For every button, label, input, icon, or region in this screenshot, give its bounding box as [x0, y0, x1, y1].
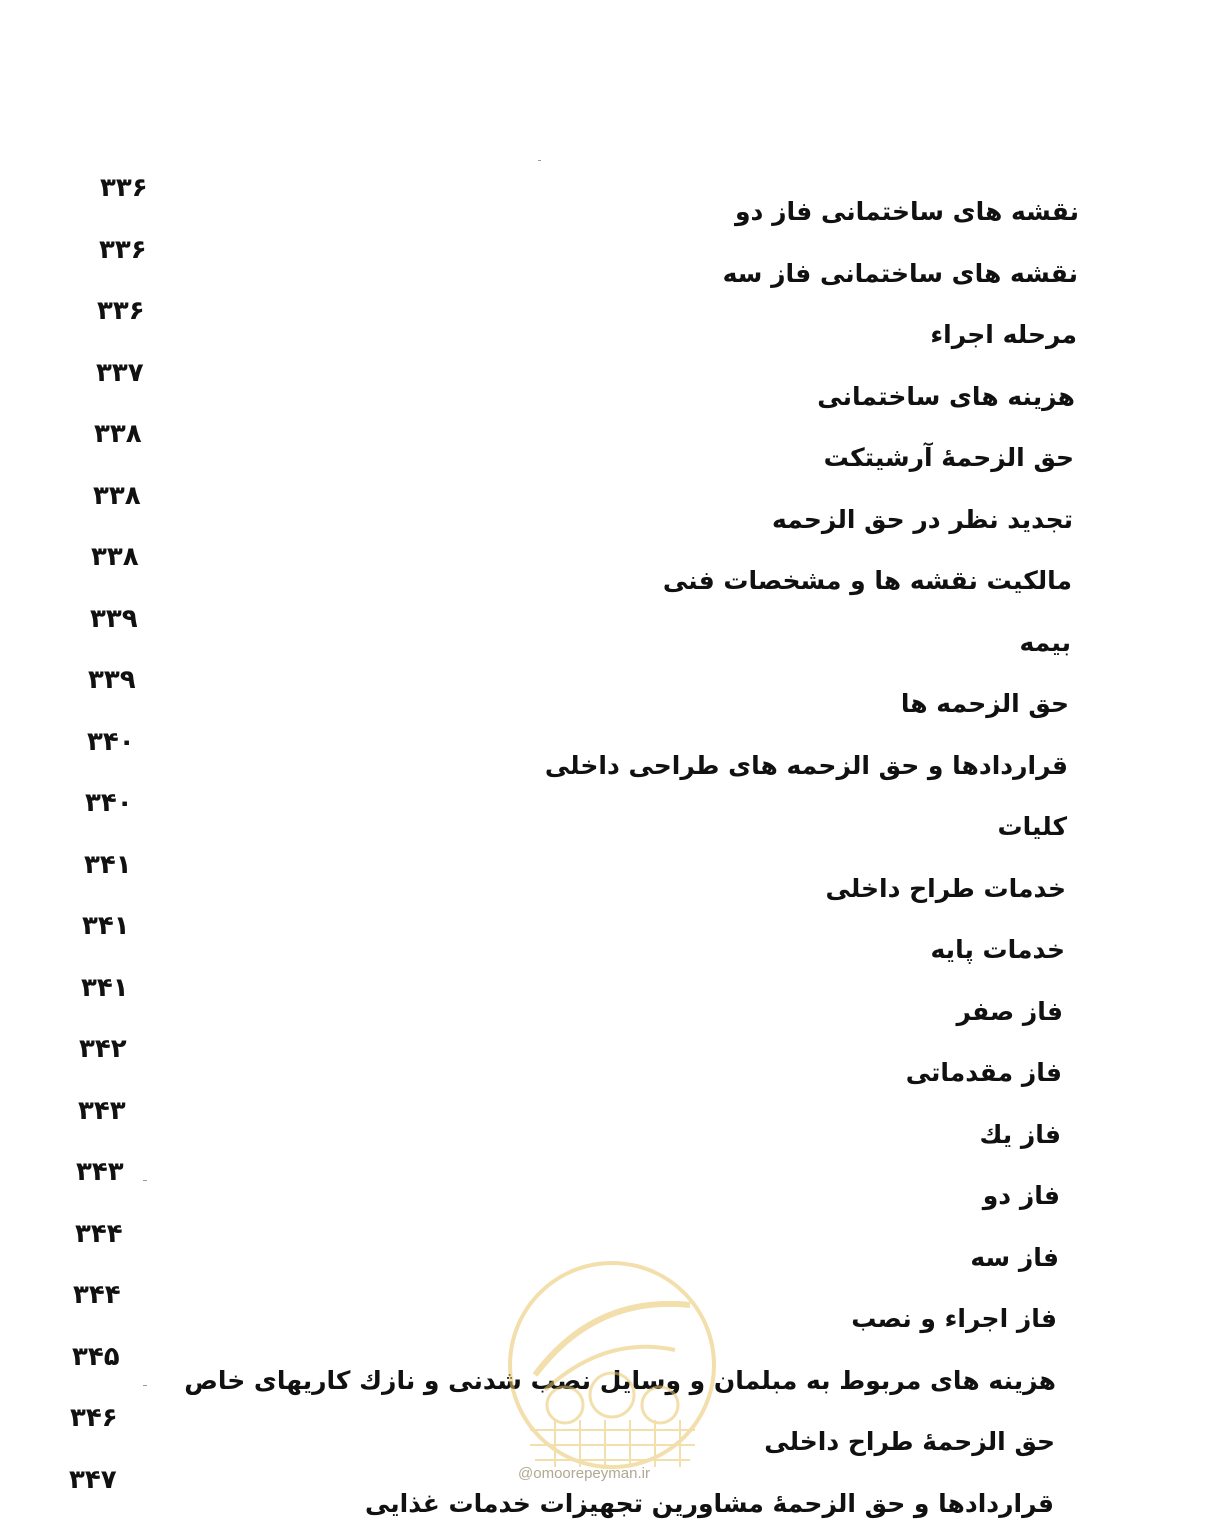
toc-entry-page-number: ۳۴۷ [69, 1465, 117, 1495]
toc-entry [0, 665, 1229, 737]
toc-entry-page-number: ۳۳۹ [88, 665, 136, 695]
toc-entry-title: تجدید نظر در حق الزحمه [771, 505, 1073, 534]
toc-entry-title: بیمه [1019, 628, 1071, 657]
toc-entry-title: قراردادها و حق الزحمه های طراحی داخلی [544, 751, 1068, 780]
toc-entry-page-number: ۳۴۴ [75, 1219, 123, 1249]
toc-entry-title: فاز دو [982, 1181, 1060, 1210]
toc-entry [0, 850, 1229, 922]
toc-entry-page-number: ۳۴۴ [73, 1280, 121, 1310]
toc-entry-page-number: ۳۴۱ [84, 850, 132, 880]
toc-entry-page-number: ۳۴۱ [82, 911, 130, 941]
toc-entry-page-number: ۳۳۸ [93, 481, 141, 511]
toc-entry [0, 235, 1229, 307]
toc-entry-page-number: ۳۳۶ [99, 235, 147, 265]
toc-entry [0, 788, 1229, 860]
toc-entry [0, 358, 1229, 430]
toc-entry-title: کلیات [997, 812, 1067, 841]
toc-entry-page-number: ۳۴۲ [79, 1034, 127, 1064]
toc-entry-page-number: ۳۴۶ [70, 1403, 118, 1433]
toc-entry [0, 727, 1229, 799]
watermark-url: @omoorepeyman.ir [518, 1465, 650, 1482]
toc-entry-title: فاز صفر [956, 997, 1063, 1026]
toc-entry [0, 542, 1229, 614]
toc-entry-title: فاز اجراء و نصب [851, 1304, 1057, 1333]
toc-entry-title: خدمات پایه [930, 935, 1065, 964]
toc-entry [0, 1157, 1229, 1229]
toc-entry-page-number: ۳۴۰ [87, 727, 135, 757]
toc-entry-title: فاز یك [979, 1120, 1061, 1149]
toc-entry-title: قراردادها و حق الزحمهٔ مشاورین تجهیزات خدمات غذایی [365, 1489, 1054, 1518]
scan-speck [538, 160, 541, 161]
toc-entry [0, 604, 1229, 676]
toc-entry-title: حق الزحمهٔ آرشیتکت [823, 443, 1074, 472]
toc-entry [0, 1034, 1229, 1106]
toc-entry [0, 173, 1229, 245]
toc-entry-page-number: ۳۴۵ [72, 1342, 120, 1372]
toc-entry-title: نقشه های ساختمانی فاز دو [735, 197, 1079, 226]
toc-entry-title: حق الزحمه ها [900, 689, 1069, 718]
toc-entry-page-number: ۳۴۰ [85, 788, 133, 818]
toc-entry-title: مرحله اجراء [930, 320, 1077, 349]
toc-entry-page-number: ۳۴۱ [81, 973, 129, 1003]
toc-entry-title: فاز سه [970, 1243, 1059, 1272]
toc-entry-title: حق الزحمهٔ طراح داخلی [764, 1427, 1055, 1456]
toc-entry-page-number: ۳۳۹ [90, 604, 138, 634]
toc-entry-page-number: ۳۳۶ [100, 173, 148, 203]
toc-entry [0, 911, 1229, 983]
toc-entry-page-number: ۳۳۶ [97, 296, 145, 326]
toc-entry-page-number: ۳۴۳ [76, 1157, 124, 1187]
watermark-logo [505, 1255, 720, 1485]
toc-entry [0, 419, 1229, 491]
toc-entry [0, 296, 1229, 368]
toc-entry-title: خدمات طراح داخلی [825, 874, 1066, 903]
toc-entry-page-number: ۳۳۸ [94, 419, 142, 449]
toc-entry [0, 973, 1229, 1045]
toc-entry-title: نقشه های ساختمانی فاز سه [722, 259, 1078, 288]
toc-entry [0, 1096, 1229, 1168]
toc-entry-page-number: ۳۴۳ [78, 1096, 126, 1126]
toc-entry-page-number: ۳۳۷ [96, 358, 144, 388]
toc-entry-title: فاز مقدماتی [905, 1058, 1062, 1087]
toc-entry-title: هزینه های ساختمانی [817, 382, 1075, 411]
toc-entry-page-number: ۳۳۸ [91, 542, 139, 572]
toc-entry [0, 481, 1229, 553]
toc-entry-title: مالکیت نقشه ها و مشخصات فنی [662, 566, 1072, 595]
toc-entry-title: هزینه های مربوط به مبلمان و وسایل نصب شدنی و نازك كاریهای خاص [184, 1366, 1056, 1395]
